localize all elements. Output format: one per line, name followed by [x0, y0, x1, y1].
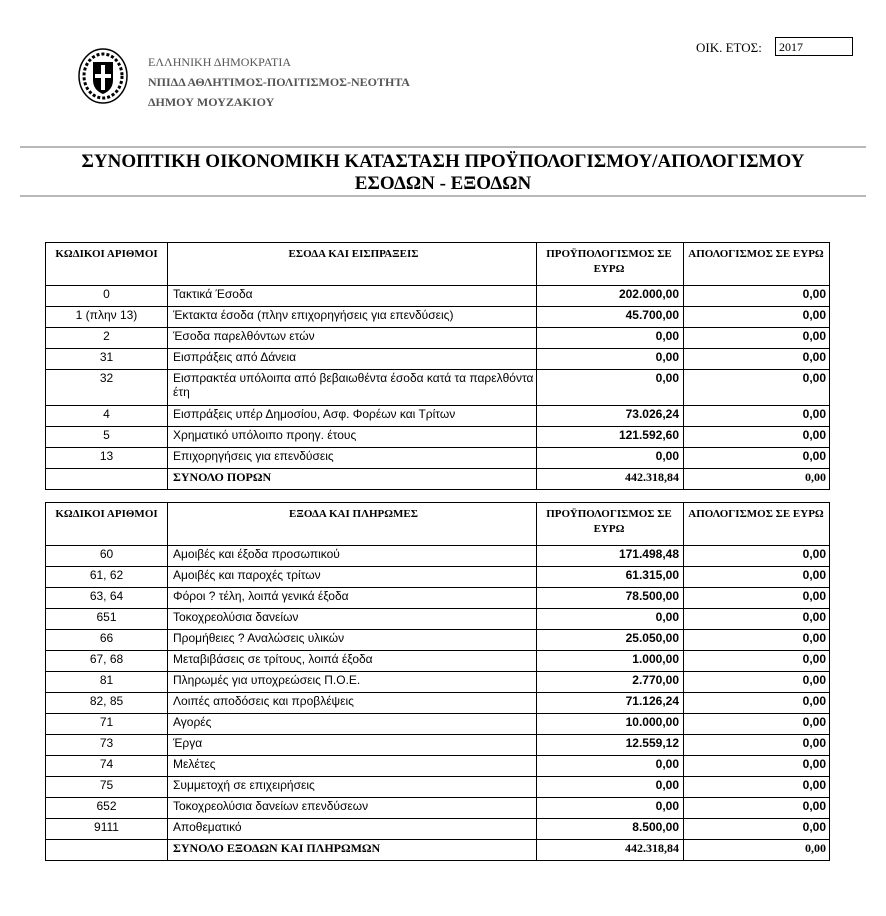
greek-coat-of-arms-icon: [78, 48, 128, 104]
row-code: 67, 68: [46, 651, 168, 672]
row-code: 81: [46, 672, 168, 693]
row-description: Αμοιβές και έξοδα προσωπικού: [168, 546, 537, 567]
row-description: Επιχορηγήσεις για επενδύσεις: [168, 448, 537, 469]
row-description: Συμμετοχή σε επιχειρήσεις: [168, 777, 537, 798]
row-budget: 0,00: [537, 328, 684, 349]
row-actual: 0,00: [684, 714, 830, 735]
row-budget: 61.315,00: [537, 567, 684, 588]
row-description: Αμοιβές και παροχές τρίτων: [168, 567, 537, 588]
total-budget: 442.318,84: [537, 469, 684, 490]
row-budget: 45.700,00: [537, 307, 684, 328]
row-code: 13: [46, 448, 168, 469]
col-header-description: ΕΞΟΔΑ ΚΑΙ ΠΛΗΡΩΜΕΣ: [168, 503, 537, 546]
row-budget: 1.000,00: [537, 651, 684, 672]
expenses-total-row: [46, 840, 830, 861]
row-budget: 202.000,00: [537, 286, 684, 307]
row-actual: 0,00: [684, 349, 830, 370]
row-budget: 10.000,00: [537, 714, 684, 735]
row-description: Μελέτες: [168, 756, 537, 777]
row-code: 2: [46, 328, 168, 349]
row-budget: 0,00: [537, 756, 684, 777]
entity-name: ΝΠΙΔΔ ΑΘΛΗΤΙΜΟΣ-ΠΟΛΙΤΙΣΜΟΣ-ΝΕΟΤΗΤΑ: [148, 75, 410, 89]
table-row: [46, 286, 830, 307]
row-description: Λοιπές αποδόσεις και προβλέψεις: [168, 693, 537, 714]
table-row: [46, 714, 830, 735]
page-subtitle: ΕΣΟΔΩΝ - ΕΞΟΔΩΝ: [354, 173, 532, 194]
row-description: Πληρωμές για υποχρεώσεις Π.Ο.Ε.: [168, 672, 537, 693]
total-actual: 0,00: [684, 840, 830, 861]
row-code: 71: [46, 714, 168, 735]
table-row: [46, 406, 830, 427]
row-actual: 0,00: [684, 798, 830, 819]
row-actual: 0,00: [684, 672, 830, 693]
row-code: 82, 85: [46, 693, 168, 714]
table-row: [46, 693, 830, 714]
table-row: [46, 370, 830, 406]
col-header-budget: ΠΡΟΫΠΟΛΟΓΙΣΜΟΣ ΣΕ ΕΥΡΩ: [537, 503, 684, 546]
row-budget: 0,00: [537, 370, 684, 406]
table-row: [46, 349, 830, 370]
row-code: 4: [46, 406, 168, 427]
table-row: [46, 735, 830, 756]
row-description: Μεταβιβάσεις σε τρίτους, λοιπά έξοδα: [168, 651, 537, 672]
row-description: Χρηματικό υπόλοιπο προηγ. έτους: [168, 427, 537, 448]
row-actual: 0,00: [684, 693, 830, 714]
row-code: 1 (πλην 13): [46, 307, 168, 328]
organization-header: [148, 52, 410, 112]
row-actual: 0,00: [684, 630, 830, 651]
row-budget: 73.026,24: [537, 406, 684, 427]
row-code: 9111: [46, 819, 168, 840]
revenue-table: [45, 242, 830, 490]
table-row: [46, 672, 830, 693]
table-row: [46, 609, 830, 630]
table-row: [46, 777, 830, 798]
row-description: Εισπράξεις υπέρ Δημοσίου, Ασφ. Φορέων και Τρίτων: [168, 406, 537, 427]
row-actual: 0,00: [684, 777, 830, 798]
table-row: [46, 756, 830, 777]
table-row: [46, 798, 830, 819]
expenses-table: [45, 502, 830, 861]
row-description: Εισπράξεις από Δάνεια: [168, 349, 537, 370]
row-code: 66: [46, 630, 168, 651]
row-actual: 0,00: [684, 756, 830, 777]
country-name: ΕΛΛΗΝΙΚΗ ΔΗΜΟΚΡΑΤΙΑ: [148, 55, 292, 69]
row-description: Έργα: [168, 735, 537, 756]
row-actual: 0,00: [684, 546, 830, 567]
row-actual: 0,00: [684, 448, 830, 469]
row-code: 31: [46, 349, 168, 370]
table-row: [46, 819, 830, 840]
col-header-code: ΚΩΔΙΚΟΙ ΑΡΙΘΜΟΙ: [46, 243, 168, 286]
row-code: 60: [46, 546, 168, 567]
row-description: Τακτικά Έσοδα: [168, 286, 537, 307]
total-label: ΣΥΝΟΛΟ ΠΟΡΩΝ: [168, 469, 537, 490]
row-code: 74: [46, 756, 168, 777]
col-header-code: ΚΩΔΙΚΟΙ ΑΡΙΘΜΟΙ: [46, 503, 168, 546]
top-divider: [20, 146, 866, 148]
row-actual: 0,00: [684, 567, 830, 588]
row-description: Έκτακτα έσοδα (πλην επιχορηγήσεις για επενδύσεις): [168, 307, 537, 328]
table-header-row: [46, 243, 830, 286]
row-description: Προμήθειες ? Αναλώσεις υλικών: [168, 630, 537, 651]
fiscal-year-field: 2017: [775, 37, 853, 56]
row-budget: 0,00: [537, 448, 684, 469]
table-row: [46, 448, 830, 469]
row-budget: 25.050,00: [537, 630, 684, 651]
row-actual: 0,00: [684, 427, 830, 448]
row-budget: 2.770,00: [537, 672, 684, 693]
row-description: Αποθεματικό: [168, 819, 537, 840]
table-row: [46, 307, 830, 328]
table-row: [46, 630, 830, 651]
row-actual: 0,00: [684, 735, 830, 756]
row-actual: 0,00: [684, 609, 830, 630]
row-description: Φόροι ? τέλη, λοιπά γενικά έξοδα: [168, 588, 537, 609]
row-description: Εισπρακτέα υπόλοιπα από βεβαιωθέντα έσοδα κατά τα παρελθόντα έτη: [168, 370, 537, 406]
total-actual: 0,00: [684, 469, 830, 490]
row-budget: 8.500,00: [537, 819, 684, 840]
row-budget: 121.592,60: [537, 427, 684, 448]
col-header-actual: ΑΠΟΛΟΓΙΣΜΟΣ ΣΕ ΕΥΡΩ: [684, 503, 830, 546]
row-code: 75: [46, 777, 168, 798]
row-actual: 0,00: [684, 370, 830, 406]
row-actual: 0,00: [684, 588, 830, 609]
table-row: [46, 328, 830, 349]
table-row: [46, 567, 830, 588]
row-description: Τοκοχρεολύσια δανείων: [168, 609, 537, 630]
table-row: [46, 546, 830, 567]
row-actual: 0,00: [684, 328, 830, 349]
row-budget: 0,00: [537, 609, 684, 630]
row-budget: 0,00: [537, 777, 684, 798]
revenue-total-row: [46, 469, 830, 490]
row-code: 651: [46, 609, 168, 630]
row-actual: 0,00: [684, 651, 830, 672]
table-row: [46, 651, 830, 672]
municipality-name: ΔΗΜΟΥ ΜΟΥΖΑΚΙΟΥ: [148, 95, 275, 109]
table-row: [46, 588, 830, 609]
total-budget: 442.318,84: [537, 840, 684, 861]
row-actual: 0,00: [684, 286, 830, 307]
row-budget: 0,00: [537, 349, 684, 370]
row-code: 32: [46, 370, 168, 406]
row-actual: 0,00: [684, 406, 830, 427]
row-budget: 71.126,24: [537, 693, 684, 714]
row-budget: 0,00: [537, 798, 684, 819]
table-row: [46, 427, 830, 448]
row-budget: 78.500,00: [537, 588, 684, 609]
row-description: Αγορές: [168, 714, 537, 735]
row-code: 0: [46, 286, 168, 307]
row-code: 63, 64: [46, 588, 168, 609]
fiscal-year-label: ΟΙΚ. ΕΤΟΣ:: [696, 40, 762, 55]
row-code: 61, 62: [46, 567, 168, 588]
row-budget: 12.559,12: [537, 735, 684, 756]
table-header-row: [46, 503, 830, 546]
bottom-divider: [20, 195, 866, 197]
page-title: ΣΥΝΟΠΤΙΚΗ ΟΙΚΟΝΟΜΙΚΗ ΚΑΤΑΣΤΑΣΗ ΠΡΟΫΠΟΛΟΓΙΣΜΟΥ/ΑΠΟΛΟΓΙΣΜΟΥ: [81, 151, 805, 172]
row-actual: 0,00: [684, 819, 830, 840]
row-budget: 171.498,48: [537, 546, 684, 567]
row-actual: 0,00: [684, 307, 830, 328]
col-header-budget: ΠΡΟΫΠΟΛΟΓΙΣΜΟΣ ΣΕ ΕΥΡΩ: [537, 243, 684, 286]
row-code: 73: [46, 735, 168, 756]
row-code: 5: [46, 427, 168, 448]
row-description: Τοκοχρεολύσια δανείων επενδύσεων: [168, 798, 537, 819]
total-label: ΣΥΝΟΛΟ ΕΞΟΔΩΝ ΚΑΙ ΠΛΗΡΩΜΩΝ: [168, 840, 537, 861]
col-header-actual: ΑΠΟΛΟΓΙΣΜΟΣ ΣΕ ΕΥΡΩ: [684, 243, 830, 286]
col-header-description: ΕΣΟΔΑ ΚΑΙ ΕΙΣΠΡΑΞΕΙΣ: [168, 243, 537, 286]
row-code: 652: [46, 798, 168, 819]
row-description: Έσοδα παρελθόντων ετών: [168, 328, 537, 349]
